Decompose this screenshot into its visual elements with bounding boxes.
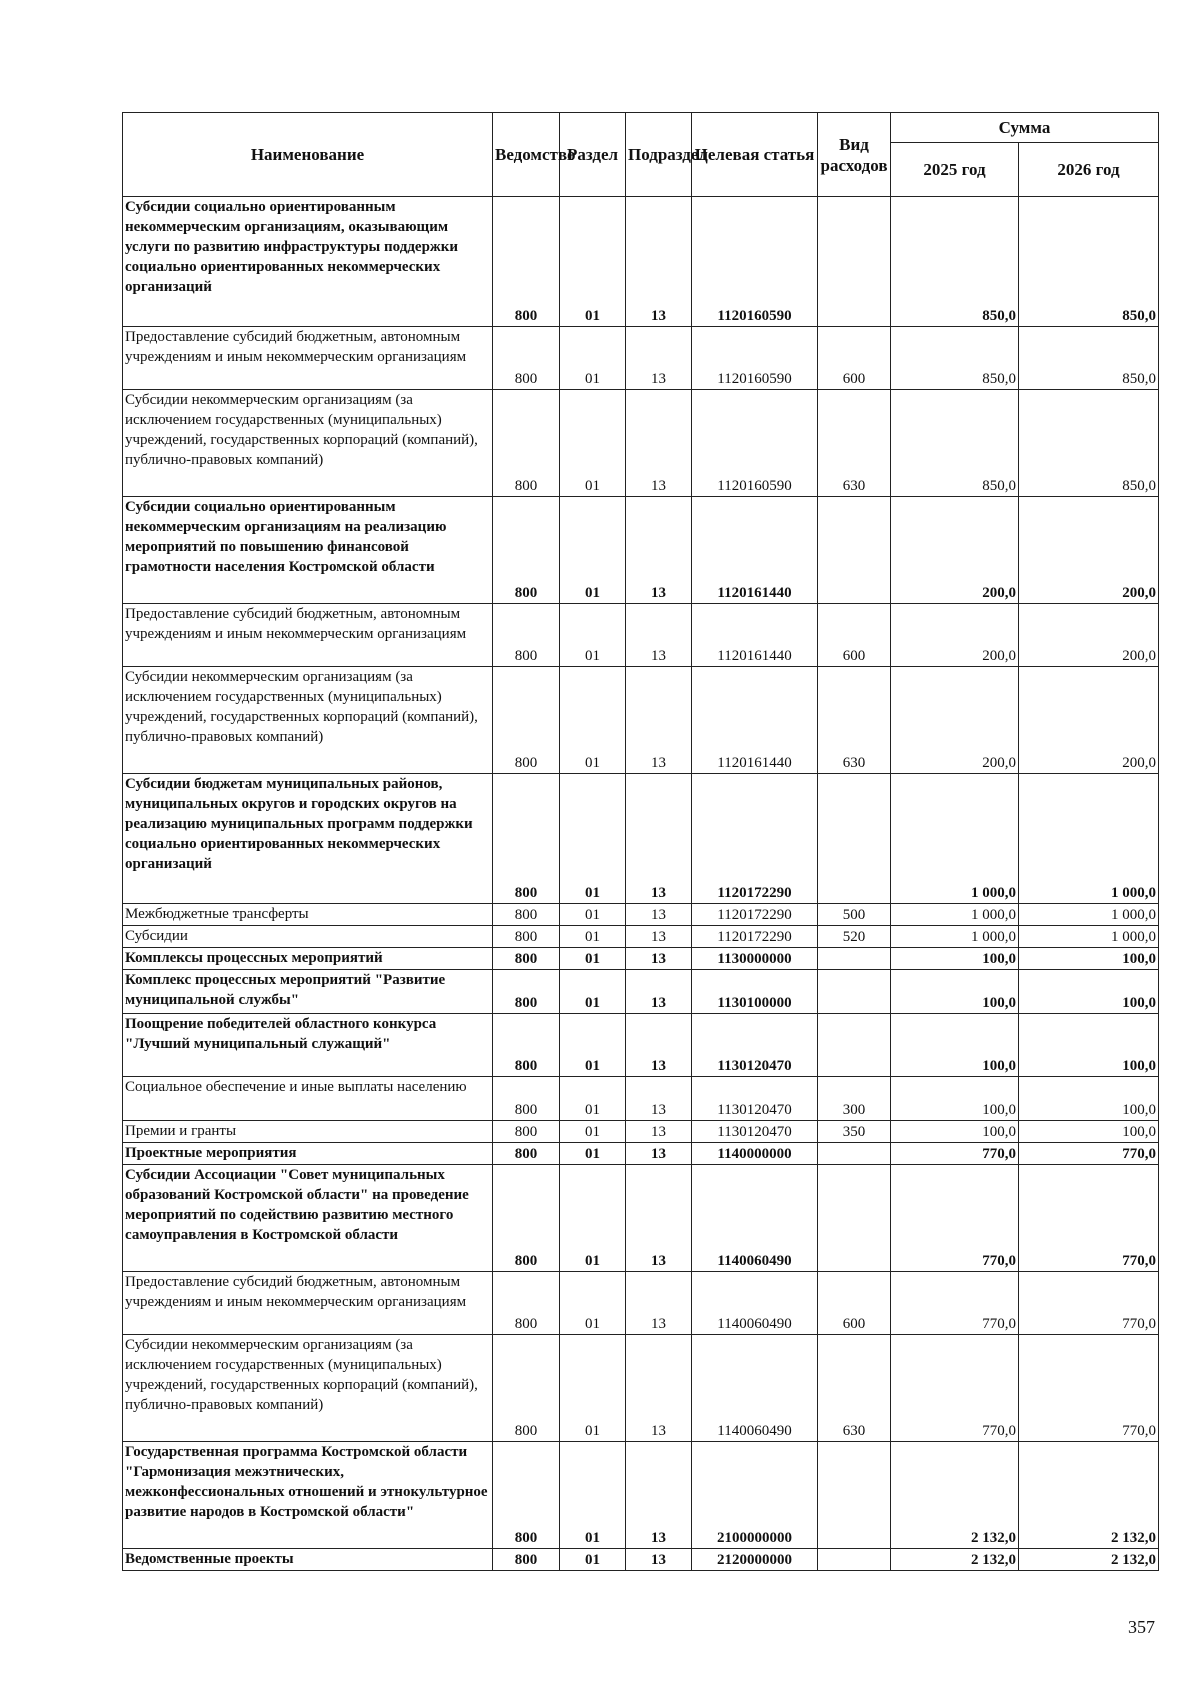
row-celevaya: 1120161440 — [692, 667, 818, 774]
table-row — [123, 926, 1159, 948]
header-2025: 2025 год — [891, 143, 1019, 197]
row-name: Проектные мероприятия — [123, 1143, 493, 1165]
table-row — [123, 1335, 1159, 1442]
table-row — [123, 497, 1159, 604]
header-vid: Вид расходов — [818, 113, 891, 197]
row-sum-2026: 770,0 — [1019, 1143, 1159, 1165]
row-podrazdel: 13 — [626, 1165, 692, 1272]
row-sum-2026: 1 000,0 — [1019, 774, 1159, 904]
row-celevaya: 1120172290 — [692, 926, 818, 948]
row-razdel: 01 — [560, 327, 626, 390]
row-celevaya: 1140060490 — [692, 1335, 818, 1442]
row-podrazdel: 13 — [626, 948, 692, 970]
row-vid: 600 — [818, 604, 891, 667]
row-name: Субсидии — [123, 926, 493, 948]
row-podrazdel: 13 — [626, 667, 692, 774]
row-vedomstvo: 800 — [493, 948, 560, 970]
table-row — [123, 197, 1159, 327]
row-celevaya: 1120172290 — [692, 904, 818, 926]
page-number: 357 — [1128, 1617, 1155, 1637]
row-podrazdel: 13 — [626, 197, 692, 327]
row-sum-2026: 100,0 — [1019, 970, 1159, 1014]
row-sum-2026: 850,0 — [1019, 327, 1159, 390]
row-name: Комплексы процессных мероприятий — [123, 948, 493, 970]
row-vid — [818, 497, 891, 604]
table-row — [123, 1143, 1159, 1165]
row-vedomstvo: 800 — [493, 497, 560, 604]
row-razdel: 01 — [560, 926, 626, 948]
header-celevaya: Целевая статья — [692, 113, 818, 197]
row-name: Социальное обеспечение и иные выплаты населению — [123, 1077, 493, 1121]
row-vedomstvo: 800 — [493, 1143, 560, 1165]
row-sum-2026: 200,0 — [1019, 604, 1159, 667]
row-razdel: 01 — [560, 667, 626, 774]
row-name: Премии и гранты — [123, 1121, 493, 1143]
table-row — [123, 948, 1159, 970]
header-podrazdel: Подраздел — [626, 113, 692, 197]
table-row — [123, 1077, 1159, 1121]
row-razdel: 01 — [560, 1121, 626, 1143]
header-summa: Сумма — [891, 113, 1159, 143]
row-vid — [818, 1549, 891, 1571]
row-vedomstvo: 800 — [493, 904, 560, 926]
row-podrazdel: 13 — [626, 1272, 692, 1335]
row-razdel: 01 — [560, 1077, 626, 1121]
header-vedomstvo: Ведомство — [493, 113, 560, 197]
row-name: Предоставление субсидий бюджетным, автономным учреждениям и иным некоммерческим организациям — [123, 1272, 493, 1335]
row-vedomstvo: 800 — [493, 1272, 560, 1335]
table-row — [123, 1272, 1159, 1335]
row-razdel: 01 — [560, 1549, 626, 1571]
row-sum-2025: 770,0 — [891, 1143, 1019, 1165]
table-row — [123, 1165, 1159, 1272]
row-razdel: 01 — [560, 390, 626, 497]
row-razdel: 01 — [560, 774, 626, 904]
header-2026: 2026 год — [1019, 143, 1159, 197]
row-razdel: 01 — [560, 1272, 626, 1335]
row-sum-2025: 770,0 — [891, 1165, 1019, 1272]
row-sum-2026: 770,0 — [1019, 1272, 1159, 1335]
row-vid: 300 — [818, 1077, 891, 1121]
row-sum-2026: 100,0 — [1019, 948, 1159, 970]
row-vedomstvo: 800 — [493, 1165, 560, 1272]
table-row — [123, 604, 1159, 667]
row-razdel: 01 — [560, 1442, 626, 1549]
row-sum-2025: 2 132,0 — [891, 1549, 1019, 1571]
row-razdel: 01 — [560, 197, 626, 327]
row-podrazdel: 13 — [626, 390, 692, 497]
row-vid — [818, 1442, 891, 1549]
row-celevaya: 1130100000 — [692, 970, 818, 1014]
table-body — [123, 197, 1159, 1571]
row-name: Субсидии социально ориентированным некоммерческим организациям на реализацию мероприятий по повышению финансовой грамотности населения Костромской области — [123, 497, 493, 604]
row-sum-2026: 200,0 — [1019, 497, 1159, 604]
row-name: Субсидии бюджетам муниципальных районов, муниципальных округов и городских округов на реализацию муниципальных программ поддержки социально ориентированных некоммерческих организаций — [123, 774, 493, 904]
row-razdel: 01 — [560, 1335, 626, 1442]
row-vedomstvo: 800 — [493, 1335, 560, 1442]
row-sum-2026: 770,0 — [1019, 1335, 1159, 1442]
row-celevaya: 1130000000 — [692, 948, 818, 970]
row-sum-2025: 100,0 — [891, 1014, 1019, 1077]
row-sum-2025: 1 000,0 — [891, 904, 1019, 926]
row-sum-2026: 1 000,0 — [1019, 904, 1159, 926]
row-vedomstvo: 800 — [493, 327, 560, 390]
row-vedomstvo: 800 — [493, 390, 560, 497]
table-row — [123, 774, 1159, 904]
row-podrazdel: 13 — [626, 1442, 692, 1549]
row-vedomstvo: 800 — [493, 1077, 560, 1121]
row-vid: 630 — [818, 1335, 891, 1442]
row-sum-2026: 2 132,0 — [1019, 1442, 1159, 1549]
row-podrazdel: 13 — [626, 970, 692, 1014]
row-sum-2025: 850,0 — [891, 197, 1019, 327]
header-row-1 — [123, 113, 1159, 143]
row-vedomstvo: 800 — [493, 926, 560, 948]
row-vid — [818, 1143, 891, 1165]
row-celevaya: 1130120470 — [692, 1121, 818, 1143]
row-vedomstvo: 800 — [493, 1549, 560, 1571]
row-vid — [818, 197, 891, 327]
row-celevaya: 2120000000 — [692, 1549, 818, 1571]
table-row — [123, 1014, 1159, 1077]
row-podrazdel: 13 — [626, 1077, 692, 1121]
table-row — [123, 904, 1159, 926]
row-celevaya: 1130120470 — [692, 1077, 818, 1121]
row-vedomstvo: 800 — [493, 774, 560, 904]
row-sum-2025: 200,0 — [891, 604, 1019, 667]
row-celevaya: 1140060490 — [692, 1272, 818, 1335]
row-sum-2025: 200,0 — [891, 667, 1019, 774]
row-sum-2025: 100,0 — [891, 948, 1019, 970]
row-vid — [818, 970, 891, 1014]
row-sum-2025: 100,0 — [891, 970, 1019, 1014]
row-vid: 630 — [818, 390, 891, 497]
row-name: Предоставление субсидий бюджетным, автономным учреждениям и иным некоммерческим организациям — [123, 604, 493, 667]
row-celevaya: 2100000000 — [692, 1442, 818, 1549]
row-podrazdel: 13 — [626, 904, 692, 926]
row-name: Межбюджетные трансферты — [123, 904, 493, 926]
row-name: Предоставление субсидий бюджетным, автономным учреждениям и иным некоммерческим организациям — [123, 327, 493, 390]
row-podrazdel: 13 — [626, 497, 692, 604]
row-podrazdel: 13 — [626, 1335, 692, 1442]
row-name: Субсидии Ассоциации "Совет муниципальных образований Костромской области" на проведение мероприятий по содействию развитию местного самоуправления в Костромской области — [123, 1165, 493, 1272]
table-row — [123, 390, 1159, 497]
table-row — [123, 1121, 1159, 1143]
row-razdel: 01 — [560, 604, 626, 667]
row-celevaya: 1120161440 — [692, 604, 818, 667]
row-sum-2026: 770,0 — [1019, 1165, 1159, 1272]
row-vedomstvo: 800 — [493, 1014, 560, 1077]
row-sum-2025: 100,0 — [891, 1077, 1019, 1121]
table-row — [123, 1549, 1159, 1571]
row-sum-2026: 100,0 — [1019, 1077, 1159, 1121]
header-razdel: Раздел — [560, 113, 626, 197]
row-celevaya: 1130120470 — [692, 1014, 818, 1077]
row-podrazdel: 13 — [626, 604, 692, 667]
row-vid: 630 — [818, 667, 891, 774]
row-sum-2026: 850,0 — [1019, 390, 1159, 497]
row-vid: 500 — [818, 904, 891, 926]
row-podrazdel: 13 — [626, 1014, 692, 1077]
row-vedomstvo: 800 — [493, 667, 560, 774]
row-sum-2025: 850,0 — [891, 327, 1019, 390]
row-sum-2025: 200,0 — [891, 497, 1019, 604]
row-sum-2026: 100,0 — [1019, 1121, 1159, 1143]
row-sum-2025: 2 132,0 — [891, 1442, 1019, 1549]
row-vedomstvo: 800 — [493, 970, 560, 1014]
row-vedomstvo: 800 — [493, 197, 560, 327]
row-podrazdel: 13 — [626, 1143, 692, 1165]
row-sum-2025: 850,0 — [891, 390, 1019, 497]
row-sum-2026: 200,0 — [1019, 667, 1159, 774]
row-razdel: 01 — [560, 1143, 626, 1165]
row-celevaya: 1120160590 — [692, 197, 818, 327]
row-celevaya: 1120172290 — [692, 774, 818, 904]
row-razdel: 01 — [560, 1014, 626, 1077]
row-sum-2026: 850,0 — [1019, 197, 1159, 327]
row-vid — [818, 948, 891, 970]
row-vid: 600 — [818, 1272, 891, 1335]
row-razdel: 01 — [560, 497, 626, 604]
row-name: Ведомственные проекты — [123, 1549, 493, 1571]
header-name: Наименование — [123, 113, 493, 197]
row-celevaya: 1120160590 — [692, 390, 818, 497]
row-razdel: 01 — [560, 970, 626, 1014]
row-vid — [818, 1165, 891, 1272]
row-vedomstvo: 800 — [493, 1442, 560, 1549]
row-name: Субсидии социально ориентированным некоммерческим организациям, оказывающим услуги по развитию инфраструктуры поддержки социально ориентированных некоммерческих организаций — [123, 197, 493, 327]
row-podrazdel: 13 — [626, 774, 692, 904]
table-row — [123, 1442, 1159, 1549]
row-vid — [818, 1014, 891, 1077]
row-vid: 350 — [818, 1121, 891, 1143]
row-vid: 600 — [818, 327, 891, 390]
row-vedomstvo: 800 — [493, 604, 560, 667]
row-vedomstvo: 800 — [493, 1121, 560, 1143]
row-name: Субсидии некоммерческим организациям (за исключением государственных (муниципальных) учреждений, государственных корпораций (компаний), публично-правовых компаний) — [123, 1335, 493, 1442]
row-razdel: 01 — [560, 948, 626, 970]
row-name: Поощрение победителей областного конкурса "Лучший муниципальный служащий" — [123, 1014, 493, 1077]
row-name: Субсидии некоммерческим организациям (за исключением государственных (муниципальных) учреждений, государственных корпораций (компаний), публично-правовых компаний) — [123, 667, 493, 774]
row-vid: 520 — [818, 926, 891, 948]
row-podrazdel: 13 — [626, 1549, 692, 1571]
table-row — [123, 667, 1159, 774]
table-row — [123, 970, 1159, 1014]
row-sum-2025: 770,0 — [891, 1272, 1019, 1335]
row-sum-2025: 100,0 — [891, 1121, 1019, 1143]
row-name: Комплекс процессных мероприятий "Развитие муниципальной службы" — [123, 970, 493, 1014]
row-celevaya: 1120160590 — [692, 327, 818, 390]
row-podrazdel: 13 — [626, 1121, 692, 1143]
row-sum-2026: 100,0 — [1019, 1014, 1159, 1077]
table-row — [123, 327, 1159, 390]
row-celevaya: 1120161440 — [692, 497, 818, 604]
row-name: Субсидии некоммерческим организациям (за исключением государственных (муниципальных) учреждений, государственных корпораций (компаний), публично-правовых компаний) — [123, 390, 493, 497]
row-sum-2025: 1 000,0 — [891, 774, 1019, 904]
row-celevaya: 1140000000 — [692, 1143, 818, 1165]
row-name: Государственная программа Костромской области "Гармонизация межэтнических, межконфессиональных отношений и этнокультурное развитие народов в Костромской области" — [123, 1442, 493, 1549]
row-celevaya: 1140060490 — [692, 1165, 818, 1272]
row-sum-2025: 1 000,0 — [891, 926, 1019, 948]
row-vid — [818, 774, 891, 904]
row-podrazdel: 13 — [626, 926, 692, 948]
row-podrazdel: 13 — [626, 327, 692, 390]
budget-table — [122, 112, 1159, 1571]
row-sum-2026: 1 000,0 — [1019, 926, 1159, 948]
row-sum-2025: 770,0 — [891, 1335, 1019, 1442]
row-razdel: 01 — [560, 904, 626, 926]
row-razdel: 01 — [560, 1165, 626, 1272]
row-sum-2026: 2 132,0 — [1019, 1549, 1159, 1571]
